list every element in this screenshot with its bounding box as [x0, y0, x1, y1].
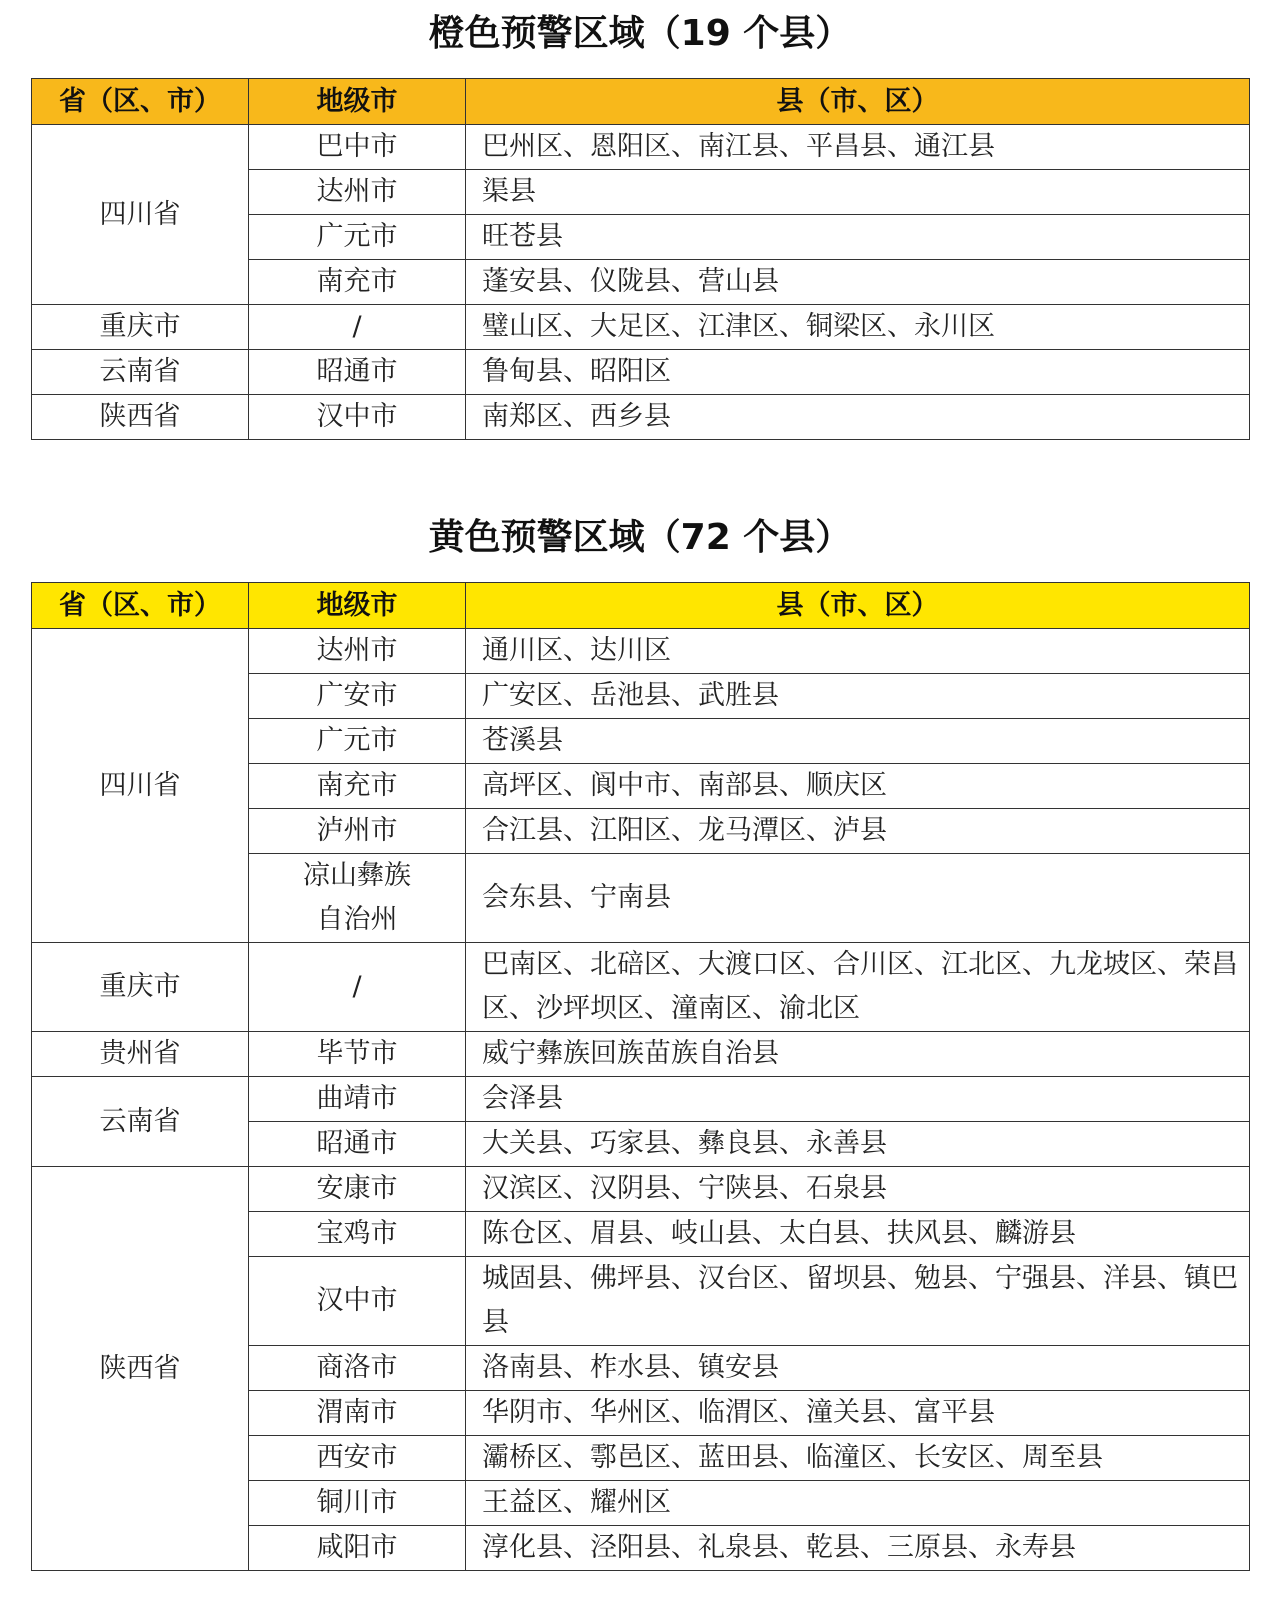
city-cell: 昭通市 — [249, 1122, 466, 1167]
table-header-row — [32, 583, 1250, 629]
city-cell: 铜川市 — [249, 1481, 466, 1526]
table-row — [32, 125, 1250, 170]
city-cell: / — [249, 943, 466, 1032]
city-cell: 汉中市 — [249, 395, 466, 440]
city-cell: 宝鸡市 — [249, 1212, 466, 1257]
province-cell: 四川省 — [32, 125, 249, 305]
yellow-warning-table — [31, 582, 1250, 1571]
county-cell: 王益区、耀州区 — [466, 1481, 1250, 1526]
county-cell: 淳化县、泾阳县、礼泉县、乾县、三原县、永寿县 — [466, 1526, 1250, 1571]
table-row — [32, 1032, 1250, 1077]
city-cell: 巴中市 — [249, 125, 466, 170]
city-cell: 南充市 — [249, 764, 466, 809]
table-row — [32, 1167, 1250, 1212]
table-header-row — [32, 79, 1250, 125]
city-cell: 广安市 — [249, 674, 466, 719]
orange-warning-title: 橙色预警区域（19 个县） — [428, 13, 852, 54]
table-row — [32, 395, 1250, 440]
orange-warning-table — [31, 78, 1250, 440]
county-cell: 高坪区、阆中市、南部县、顺庆区 — [466, 764, 1250, 809]
city-cell: 咸阳市 — [249, 1526, 466, 1571]
county-cell: 大关县、巧家县、彝良县、永善县 — [466, 1122, 1250, 1167]
county-cell: 洛南县、柞水县、镇安县 — [466, 1346, 1250, 1391]
city-cell: 南充市 — [249, 260, 466, 305]
province-cell: 重庆市 — [32, 943, 249, 1032]
county-cell: 华阴市、华州区、临渭区、潼关县、富平县 — [466, 1391, 1250, 1436]
city-cell: 达州市 — [249, 170, 466, 215]
province-cell: 云南省 — [32, 350, 249, 395]
county-cell: 旺苍县 — [466, 215, 1250, 260]
county-cell: 通川区、达川区 — [466, 629, 1250, 674]
yellow-warning-title: 黄色预警区域（72 个县） — [428, 517, 852, 558]
table-row — [32, 305, 1250, 350]
province-cell: 四川省 — [32, 629, 249, 943]
county-cell: 会泽县 — [466, 1077, 1250, 1122]
table-row — [32, 1077, 1250, 1122]
header-county: 县（市、区） — [466, 583, 1250, 629]
table-row — [32, 350, 1250, 395]
county-cell: 广安区、岳池县、武胜县 — [466, 674, 1250, 719]
city-cell: 昭通市 — [249, 350, 466, 395]
city-cell: 汉中市 — [249, 1257, 466, 1346]
county-cell: 鲁甸县、昭阳区 — [466, 350, 1250, 395]
header-city: 地级市 — [249, 79, 466, 125]
county-cell: 巴南区、北碚区、大渡口区、合川区、江北区、九龙坡区、荣昌区、沙坪坝区、潼南区、渝北区 — [466, 943, 1250, 1032]
county-cell: 璧山区、大足区、江津区、铜梁区、永川区 — [466, 305, 1250, 350]
province-cell: 陕西省 — [32, 395, 249, 440]
county-cell: 灞桥区、鄠邑区、蓝田县、临潼区、长安区、周至县 — [466, 1436, 1250, 1481]
city-cell: / — [249, 305, 466, 350]
province-cell: 重庆市 — [32, 305, 249, 350]
county-cell: 合江县、江阳区、龙马潭区、泸县 — [466, 809, 1250, 854]
city-cell: 安康市 — [249, 1167, 466, 1212]
header-province: 省（区、市） — [32, 79, 249, 125]
province-cell: 云南省 — [32, 1077, 249, 1167]
city-cell: 商洛市 — [249, 1346, 466, 1391]
city-cell: 曲靖市 — [249, 1077, 466, 1122]
county-cell: 渠县 — [466, 170, 1250, 215]
province-cell: 陕西省 — [32, 1167, 249, 1571]
header-county: 县（市、区） — [466, 79, 1250, 125]
city-cell: 毕节市 — [249, 1032, 466, 1077]
header-city: 地级市 — [249, 583, 466, 629]
city-cell: 泸州市 — [249, 809, 466, 854]
county-cell: 汉滨区、汉阴县、宁陕县、石泉县 — [466, 1167, 1250, 1212]
county-cell: 巴州区、恩阳区、南江县、平昌县、通江县 — [466, 125, 1250, 170]
city-cell: 广元市 — [249, 719, 466, 764]
header-province: 省（区、市） — [32, 583, 249, 629]
city-cell: 广元市 — [249, 215, 466, 260]
table-row — [32, 629, 1250, 674]
city-cell: 达州市 — [249, 629, 466, 674]
county-cell: 陈仓区、眉县、岐山县、太白县、扶风县、麟游县 — [466, 1212, 1250, 1257]
table-row — [32, 943, 1250, 1032]
city-cell: 凉山彝族 自治州 — [249, 854, 466, 943]
county-cell: 会东县、宁南县 — [466, 854, 1250, 943]
county-cell: 城固县、佛坪县、汉台区、留坝县、勉县、宁强县、洋县、镇巴县 — [466, 1257, 1250, 1346]
city-cell: 西安市 — [249, 1436, 466, 1481]
county-cell: 威宁彝族回族苗族自治县 — [466, 1032, 1250, 1077]
county-cell: 苍溪县 — [466, 719, 1250, 764]
province-cell: 贵州省 — [32, 1032, 249, 1077]
county-cell: 南郑区、西乡县 — [466, 395, 1250, 440]
county-cell: 蓬安县、仪陇县、营山县 — [466, 260, 1250, 305]
city-cell: 渭南市 — [249, 1391, 466, 1436]
